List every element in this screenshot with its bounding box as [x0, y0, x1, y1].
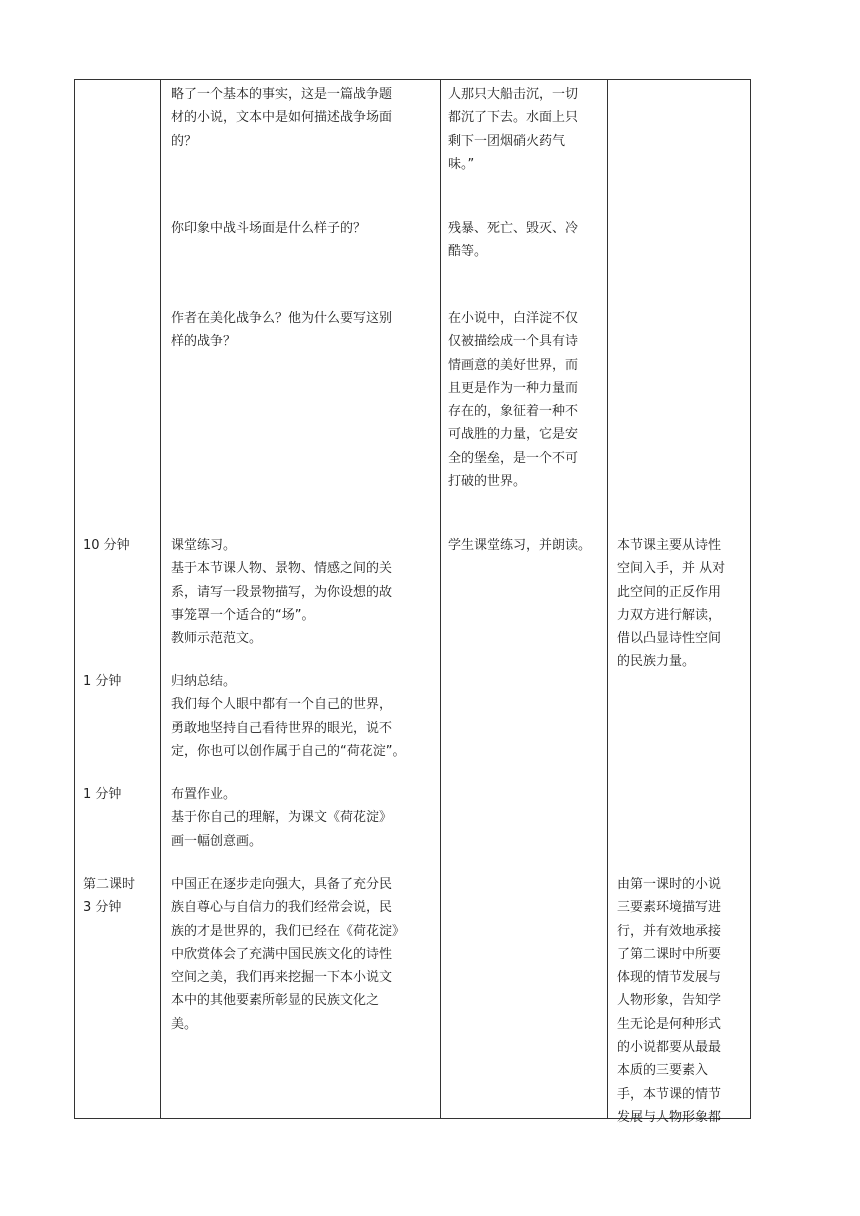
column-divider [160, 80, 161, 1118]
column-divider [607, 80, 608, 1118]
teaching-content-text: 中国正在逐步走向强大，具备了充分民 族自尊心与自信力的我们经常会说，民 族的才是世界的，我们已经在《荷花淀》 中欣赏体会了充满中国民族文化的诗性 空间之美，我们再来挖掘一下本小说文 本中的其他要素所彰显的民族文化之 美。 [171, 877, 406, 1032]
design-intent-cell [617, 873, 743, 1129]
teaching-content-text: 略了一个基本的事实，这是一篇战争题 材的小说，文本中是如何描述战争场面 的？ [171, 87, 393, 149]
teaching-content-cell [171, 217, 441, 240]
time-text: 10 分钟 [83, 538, 130, 553]
student-activity-text: 残暴、死亡、毁灭、冷 酷等。 [448, 221, 579, 260]
student-activity-cell [448, 83, 602, 176]
teaching-content-text: 归纳总结。 我们每个人眼中都有一个自己的世界， 勇敢地坚持自己看待世界的眼光，说不 定，你也可以创作属于自己的“荷花淀”。 [171, 674, 406, 759]
teaching-content-cell [171, 873, 441, 1036]
time-cell [83, 670, 158, 693]
student-activity-text: 学生课堂练习，并朗读。 [448, 538, 592, 553]
design-intent-text: 本节课主要从诗性 空间入手，并 从对 此空间的正反作用 力双方进行解读， 借以凸显诗性空间 的民族力量。 [617, 538, 726, 670]
teaching-content-cell [171, 83, 441, 153]
time-cell [83, 534, 158, 557]
teaching-content-text: 作者在美化战争么？他为什么要写这别 样的战争？ [171, 311, 393, 350]
design-intent-cell [617, 534, 743, 674]
teaching-content-cell [171, 534, 441, 650]
teaching-content-text: 你印象中战斗场面是什么样子的？ [171, 221, 367, 236]
student-activity-cell [448, 217, 602, 264]
teaching-content-cell [171, 783, 441, 853]
time-text: 1 分钟 [83, 787, 122, 802]
time-text: 1 分钟 [83, 674, 122, 689]
student-activity-cell [448, 307, 602, 493]
student-activity-text: 在小说中，白洋淀不仅 仅被描绘成一个具有诗 情画意的美好世界，而 且更是作为一种力量而 存在的，象征着一种不 可战胜的力量，它是安 全的堡垒，是一个不可 打破的世界。 [448, 311, 579, 490]
design-intent-text: 由第一课时的小说 三要素环境描写进 行，并有效地承接 了第二课时中所要 体现的情节发展与 人物形象，告知学 生无论是何种形式 的小说都要从最最 本质的三要素入 手，本节课的情节 发展与人物形象都 [617, 877, 722, 1125]
teaching-content-cell [171, 670, 441, 763]
time-cell [83, 873, 158, 920]
teaching-content-text: 课堂练习。 基于本节课人物、景物、情感之间的关 系，请写一段景物描写，为你设想的故 事笼罩一个适合的“场”。 教师示范范文。 [171, 538, 393, 647]
student-activity-cell [448, 534, 602, 557]
time-cell [83, 783, 158, 806]
teaching-content-cell [171, 307, 441, 354]
teaching-content-text: 布置作业。 基于你自己的理解，为课文《荷花淀》 画一幅创意画。 [171, 787, 393, 849]
student-activity-text: 人那只大船击沉，一切 都沉了下去。水面上只 剩下一团烟硝火药气 味。” [448, 87, 579, 172]
lesson-plan-table [74, 79, 751, 1125]
time-text: 第二课时 3 分钟 [83, 877, 136, 916]
